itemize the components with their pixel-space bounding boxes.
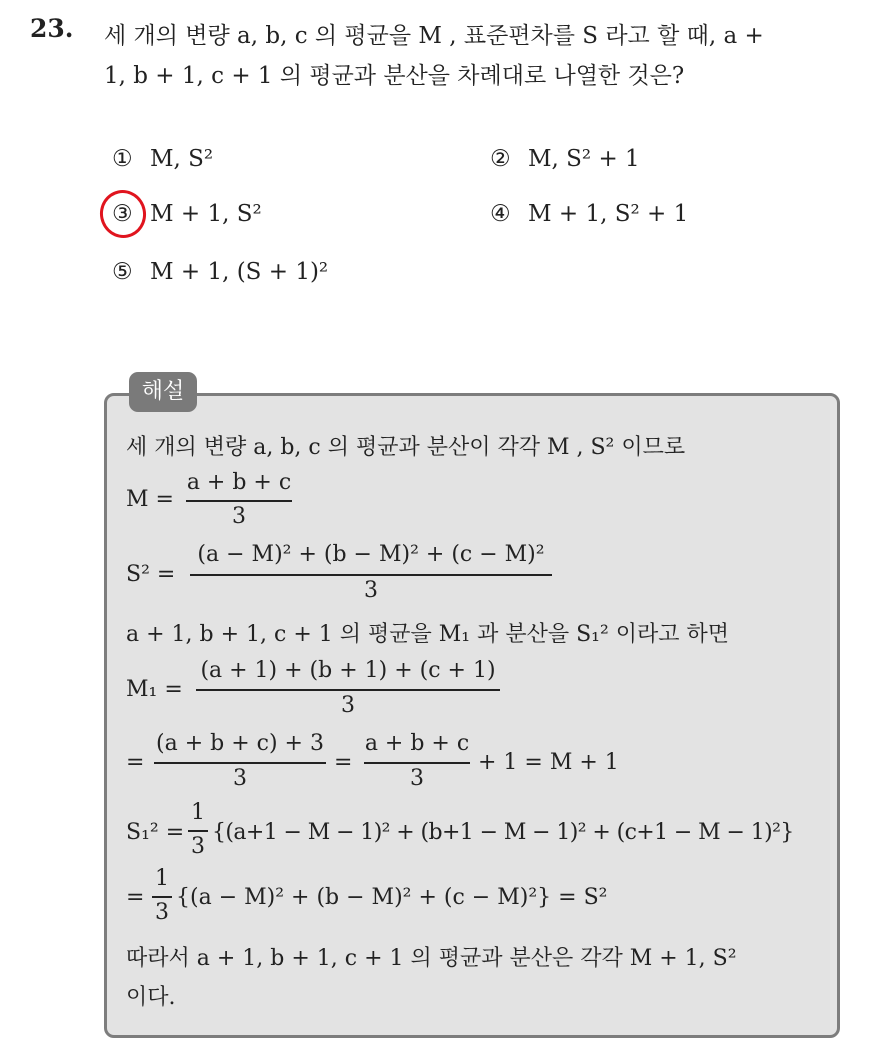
answer-circle-mark (96, 186, 151, 243)
choice-number: ③ (112, 201, 133, 227)
eq5-fraction-bar (188, 830, 208, 832)
choice-number: ① (112, 146, 133, 172)
solution-tag: 해설 (129, 372, 197, 412)
solution-line-4: 이다. (126, 985, 176, 1010)
eq1-numerator: a + b + c (186, 470, 292, 495)
question-number: 23. (30, 14, 74, 43)
eq2-numerator: (a − M)² + (b − M)² + (c − M)² (197, 542, 545, 567)
choice-text: M + 1, (S + 1)² (150, 259, 329, 285)
eq4-fraction-bar-1 (154, 762, 326, 764)
eq1-denominator: 3 (232, 504, 246, 529)
question-line-2: 1, b + 1, c + 1 의 평균과 분산을 차례대로 나열한 것은? (104, 63, 685, 89)
eq1-lhs: M = (126, 487, 174, 512)
choice-text: M + 1, S² + 1 (528, 201, 689, 227)
choice-number: ④ (490, 201, 511, 227)
eq6-denominator: 3 (155, 900, 169, 925)
eq4-suffix: + 1 = M + 1 (478, 750, 619, 775)
choice-number: ② (490, 146, 511, 172)
eq4-numerator-2: a + b + c (364, 731, 470, 756)
choice-4[interactable] (490, 201, 688, 227)
eq6-numerator: 1 (155, 866, 169, 891)
eq2-fraction-bar (190, 574, 552, 576)
choice-text: M, S² + 1 (528, 146, 640, 172)
eq4-middle: = (334, 750, 353, 775)
eq3-numerator: (a + 1) + (b + 1) + (c + 1) (200, 658, 496, 683)
eq6-fraction-bar (152, 896, 172, 898)
eq5-lhs: S₁² = (126, 820, 185, 845)
solution-line-1: 세 개의 변량 a, b, c 의 평균과 분산이 각각 M , S² 이므로 (126, 435, 686, 460)
eq4-prefix: = (126, 750, 145, 775)
eq4-denominator-2: 3 (410, 766, 424, 791)
eq4-denominator-1: 3 (233, 766, 247, 791)
choice-2[interactable] (490, 146, 640, 172)
solution-line-3: 따라서 a + 1, b + 1, c + 1 의 평균과 분산은 각각 M + 1, S² (126, 946, 737, 971)
choice-text: M + 1, S² (150, 201, 262, 227)
choice-text: M, S² (150, 146, 214, 172)
solution-line-2: a + 1, b + 1, c + 1 의 평균을 M₁ 과 분산을 S₁² 이라고 하면 (126, 622, 730, 647)
question-line-1: 세 개의 변량 a, b, c 의 평균을 M , 표준편차를 S 라고 할 때, a + (104, 23, 764, 49)
eq3-fraction-bar (196, 689, 500, 691)
eq5-rest: {(a+1 − M − 1)² + (b+1 − M − 1)² + (c+1 − M − 1)²} (212, 820, 794, 845)
eq6-rest: {(a − M)² + (b − M)² + (c − M)²} = S² (176, 885, 608, 910)
eq3-lhs: M₁ = (126, 677, 183, 702)
eq5-numerator: 1 (191, 800, 205, 825)
eq6-prefix: = (126, 885, 145, 910)
eq2-lhs: S² = (126, 562, 176, 587)
choice-number: ⑤ (112, 259, 133, 285)
eq2-denominator: 3 (364, 578, 378, 603)
choice-5[interactable] (112, 259, 328, 285)
eq1-fraction-bar (186, 500, 292, 502)
eq3-denominator: 3 (341, 693, 355, 718)
choice-1[interactable] (112, 146, 213, 172)
eq4-numerator-1: (a + b + c) + 3 (156, 731, 324, 756)
eq4-fraction-bar-2 (364, 762, 470, 764)
eq5-denominator: 3 (191, 834, 205, 859)
